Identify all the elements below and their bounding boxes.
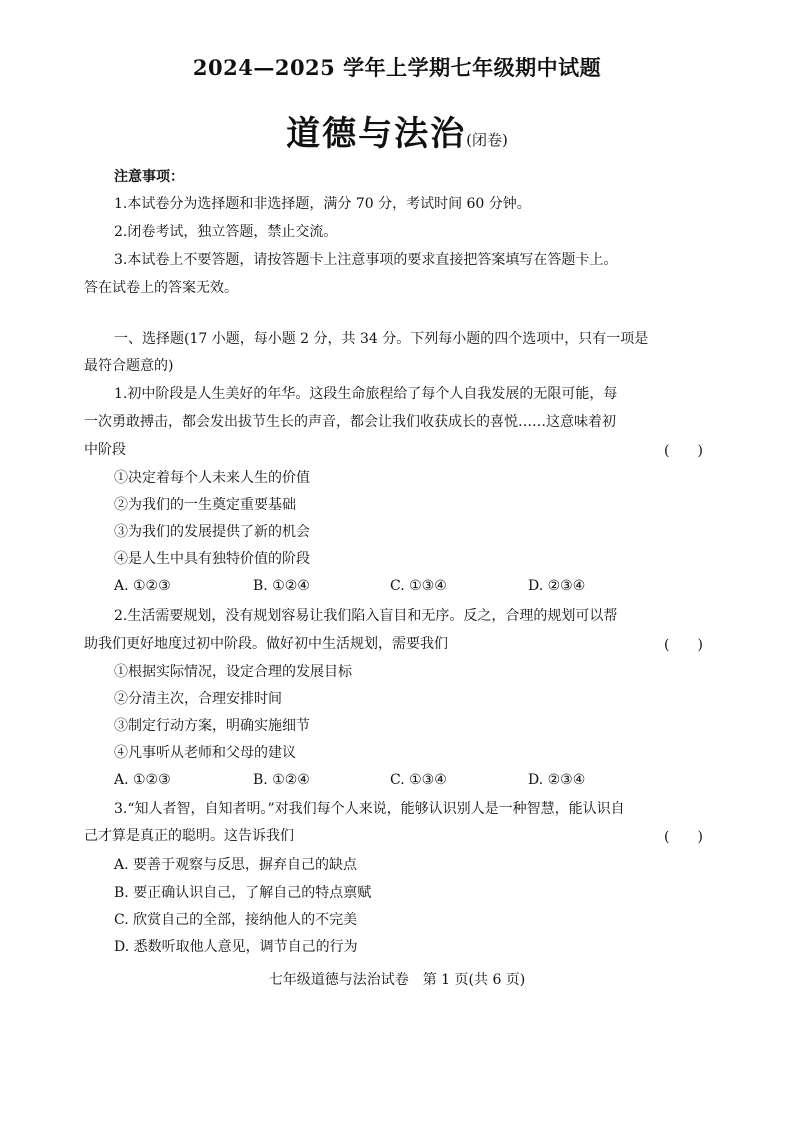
question-1-stem: 1.初中阶段是人生美好的年华。这段生命旅程给了每个人自我发展的无限可能，每: [114, 386, 618, 402]
question-1-option-a: A. ①②③: [114, 578, 171, 594]
question-2-option-b: B. ①②④: [253, 772, 310, 788]
section-heading: 一、选择题(17 小题，每小题 2 分，共 34 分。下列每小题的四个选项中，只有一项是: [114, 331, 649, 347]
question-3-option-d: D. 悉数听取他人意见，调节自己的行为: [114, 939, 358, 955]
question-2-item: ③制定行动方案，明确实施细节: [114, 718, 310, 734]
question-2-item: ②分清主次，合理安排时间: [114, 691, 282, 707]
question-3-option-c: C. 欣赏自己的全部，接纳他人的不完美: [114, 912, 358, 928]
section-heading-cont: 最符合题意的): [84, 358, 174, 374]
question-2-option-a: A. ①②③: [114, 772, 171, 788]
subject-name: 道德与法治: [286, 114, 467, 154]
question-2-stem: 助我们更好地度过初中阶段。做好初中生活规划，需要我们: [84, 636, 448, 652]
question-3-option-a: A. 要善于观察与反思，摒弃自己的缺点: [114, 857, 358, 873]
exam-title: 2024—2025 学年上学期七年级期中试题: [192, 55, 602, 80]
question-3-stem: 3.“知人者智，自知者明。”对我们每个人来说，能够认识别人是一种智慧，能认识自: [114, 801, 625, 817]
answer-blank: ( ): [664, 829, 703, 845]
page-footer: 七年级道德与法治试卷 第 1 页(共 6 页): [268, 972, 526, 988]
question-2-option-c: C. ①③④: [390, 772, 447, 788]
notes-heading: 注意事项：: [114, 169, 184, 185]
notes-item: 1.本试卷分为选择题和非选择题，满分 70 分，考试时间 60 分钟。: [114, 196, 531, 212]
notes-item: 3.本试卷上不要答题，请按答题卡上注意事项的要求直接把答案填写在答题卡上。: [114, 252, 618, 268]
subject-note: (闭卷): [466, 131, 508, 149]
answer-blank: ( ): [664, 443, 703, 459]
subject-title: [0, 106, 794, 155]
question-2-item: ①根据实际情况，设定合理的发展目标: [114, 664, 352, 680]
question-3-option-b: B. 要正确认识自己，了解自己的特点禀赋: [114, 885, 372, 901]
question-1-item: ①决定着每个人未来人生的价值: [114, 470, 310, 486]
question-1-option-b: B. ①②④: [253, 578, 310, 594]
question-1-stem: 中阶段: [84, 442, 126, 458]
question-1-item: ④是人生中具有独特价值的阶段: [114, 551, 310, 567]
question-1-option-c: C. ①③④: [390, 578, 447, 594]
question-1-item: ③为我们的发展提供了新的机会: [114, 524, 310, 540]
notes-item: 2.闭卷考试，独立答题，禁止交流。: [114, 224, 338, 240]
question-2-stem: 2.生活需要规划，没有规划容易让我们陷入盲目和无序。反之，合理的规划可以帮: [114, 608, 618, 624]
notes-item: 答在试卷上的答案无效。: [84, 280, 238, 296]
question-1-option-d: D. ②③④: [528, 578, 586, 594]
answer-blank: ( ): [664, 637, 703, 653]
question-1-item: ②为我们的一生奠定重要基础: [114, 497, 296, 513]
question-2-option-d: D. ②③④: [528, 772, 586, 788]
question-3-stem: 己才算是真正的聪明。这告诉我们: [84, 828, 294, 844]
question-1-stem: 一次勇敢搏击，都会发出拔节生长的声音，都会让我们收获成长的喜悦……这意味着初: [84, 414, 616, 430]
question-2-item: ④凡事听从老师和父母的建议: [114, 745, 296, 761]
